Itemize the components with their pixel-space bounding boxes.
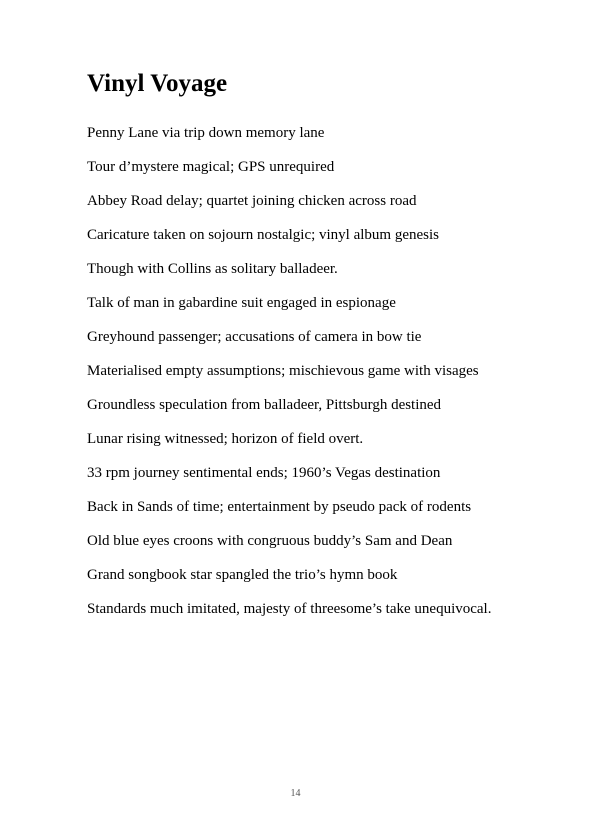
poem-line: 33 rpm journey sentimental ends; 1960’s Vegas destination bbox=[87, 465, 441, 481]
poem-line: Old blue eyes croons with congruous buddy’s Sam and Dean bbox=[87, 533, 453, 549]
poem-lines bbox=[87, 122, 504, 632]
poem-line: Lunar rising witnessed; horizon of field overt. bbox=[87, 431, 364, 447]
poem-line: Greyhound passenger; accusations of camera in bow tie bbox=[87, 329, 422, 345]
poem-line: Standards much imitated, majesty of threesome’s take unequivocal. bbox=[87, 601, 492, 617]
poem-line: Though with Collins as solitary balladeer. bbox=[87, 261, 338, 277]
poem-line: Groundless speculation from balladeer, Pittsburgh destined bbox=[87, 397, 442, 413]
page-title: Vinyl Voyage bbox=[87, 70, 228, 97]
poem-line: Grand songbook star spangled the trio’s hymn book bbox=[87, 567, 398, 583]
poem-line: Back in Sands of time; entertainment by pseudo pack of rodents bbox=[87, 499, 472, 515]
poem-line: Materialised empty assumptions; mischievous game with visages bbox=[87, 363, 479, 379]
poem-line: Penny Lane via trip down memory lane bbox=[87, 125, 325, 141]
poem-line: Caricature taken on sojourn nostalgic; vinyl album genesis bbox=[87, 227, 440, 243]
poem-line: Abbey Road delay; quartet joining chicken across road bbox=[87, 193, 417, 209]
poem-line: Tour d’mystere magical; GPS unrequired bbox=[87, 159, 335, 175]
poem-line: Talk of man in gabardine suit engaged in espionage bbox=[87, 295, 396, 311]
page-number: 14 bbox=[290, 788, 301, 799]
